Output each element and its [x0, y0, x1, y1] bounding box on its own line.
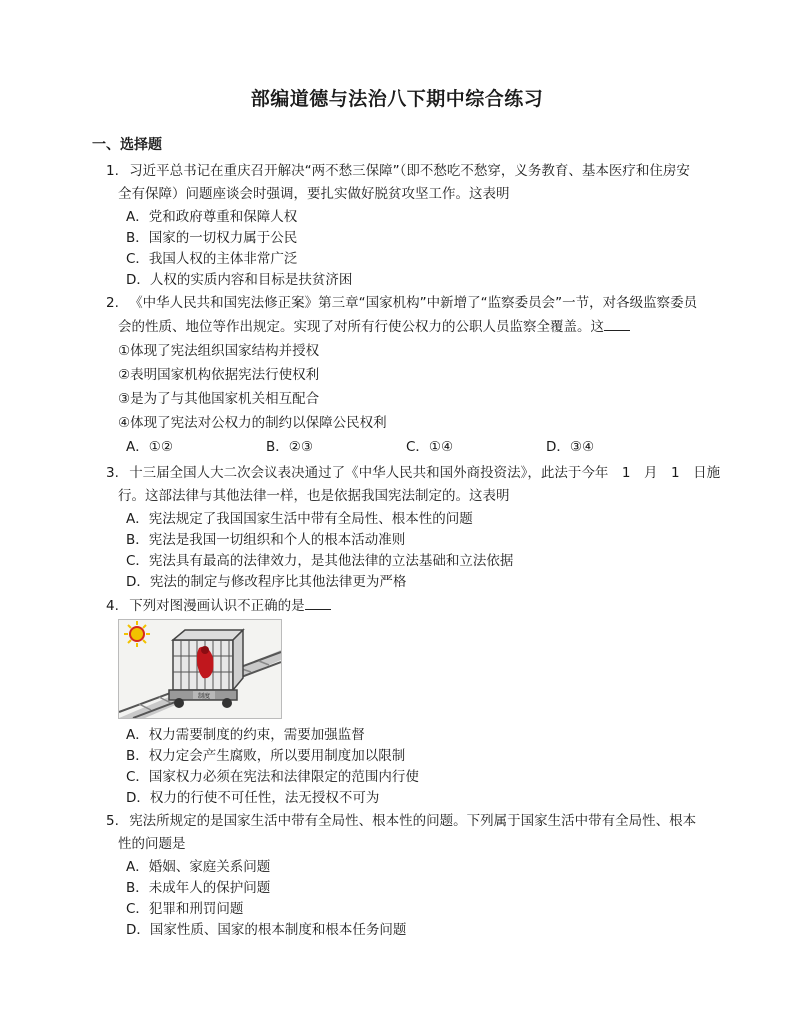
question-4-line-1 — [106, 595, 331, 616]
answer-blank — [305, 595, 331, 610]
caged-cart-icon — [169, 630, 243, 708]
question-text: 《中华人民共和国宪法修正案》第三章“国家机构”中新增了“监察委员会”一节，对各级监察委员 — [129, 295, 698, 311]
question-2-option-a: A．①② — [126, 439, 173, 455]
question-text: 宪法所规定的是国家生活中带有全局性、根本性的问题。下列属于国家生活中带有全局性、根本 — [129, 813, 697, 829]
question-2-option-d: D．③④ — [546, 439, 595, 455]
question-1-option-d: D．人权的实质内容和目标是扶贫济困 — [126, 272, 353, 288]
question-5-line-2: 性的问题是 — [118, 836, 186, 852]
question-2-line-2 — [118, 316, 630, 337]
question-3-option-b: B．宪法是我国一切组织和个人的根本活动准则 — [126, 532, 406, 548]
question-4-option-b: B．权力定会产生腐败，所以要用制度加以限制 — [126, 748, 406, 764]
question-3-option-d: D．宪法的制定与修改程序比其他法律更为严格 — [126, 574, 407, 590]
question-2-option-b: B．②③ — [266, 439, 313, 455]
question-5-option-b: B．未成年人的保护问题 — [126, 880, 271, 896]
question-3-line-2: 行。这部法律与其他法律一样，也是依据我国宪法制定的。这表明 — [118, 488, 510, 504]
question-1-line-2: 全有保障）问题座谈会时强调，要扎实做好脱贫攻坚工作。这表明 — [118, 186, 510, 202]
question-3-option-c: C．宪法具有最高的法律效力，是其他法律的立法基础和立法依据 — [126, 553, 514, 569]
question-4-option-c: C．国家权力必须在宪法和法律限定的范围内行使 — [126, 769, 419, 785]
question-number: 4. — [106, 598, 119, 614]
question-2-statement-3: ③是为了与其他国家机关相互配合 — [118, 391, 320, 407]
question-5-option-d: D．国家性质、国家的根本制度和根本任务问题 — [126, 922, 407, 938]
question-number: 2. — [106, 295, 119, 311]
question-text: 下列对图漫画认识不正确的是 — [129, 598, 305, 614]
question-number: 1. — [106, 163, 119, 179]
cartoon-illustration — [119, 620, 281, 718]
question-5-option-c: C．犯罪和刑罚问题 — [126, 901, 244, 917]
question-number: 5. — [106, 813, 119, 829]
question-1-option-b: B．国家的一切权力属于公民 — [126, 230, 298, 246]
question-4-option-a: A．权力需要制度的约束，需要加强监督 — [126, 727, 365, 743]
question-text: 十三届全国人大二次会议表决通过了《中华人民共和国外商投资法》，此法于今年 1 月 1 日施 — [129, 465, 721, 481]
question-2-statement-4: ④体现了宪法对公权力的制约以保障公民权利 — [118, 415, 387, 431]
question-2-statement-1: ①体现了宪法组织国家结构并授权 — [118, 343, 320, 359]
question-2-statement-2: ②表明国家机构依据宪法行使权利 — [118, 367, 320, 383]
question-1-option-a: A．党和政府尊重和保障人权 — [126, 209, 298, 225]
question-number: 3. — [106, 465, 119, 481]
question-1-option-c: C．我国人权的主体非常广泛 — [126, 251, 298, 267]
question-2-option-c: C．①④ — [406, 439, 454, 455]
page-title: 部编道德与法治八下期中综合练习 — [250, 88, 544, 110]
question-text: 会的性质、地位等作出规定。实现了对所有行使公权力的公职人员监察全覆盖。这 — [118, 319, 604, 335]
question-4-option-d: D．权力的行使不可任性，法无授权不可为 — [126, 790, 380, 806]
question-3-option-a: A．宪法规定了我国国家生活中带有全局性、根本性的问题 — [126, 511, 473, 527]
answer-blank — [604, 316, 630, 331]
question-5-option-a: A．婚姻、家庭关系问题 — [126, 859, 271, 875]
question-2-line-1 — [106, 293, 697, 313]
question-text: 习近平总书记在重庆召开解决“两不愁三保障”（即不愁吃不愁穿，义务教育、基本医疗和住房安 — [129, 163, 690, 179]
question-1-line-1 — [106, 161, 690, 181]
cartoon-label: 制度 — [197, 693, 211, 700]
section-heading: 一、选择题 — [92, 137, 162, 153]
question-5-line-1 — [106, 811, 696, 831]
question-3-line-1 — [106, 463, 720, 483]
cartoon-image — [118, 619, 282, 719]
